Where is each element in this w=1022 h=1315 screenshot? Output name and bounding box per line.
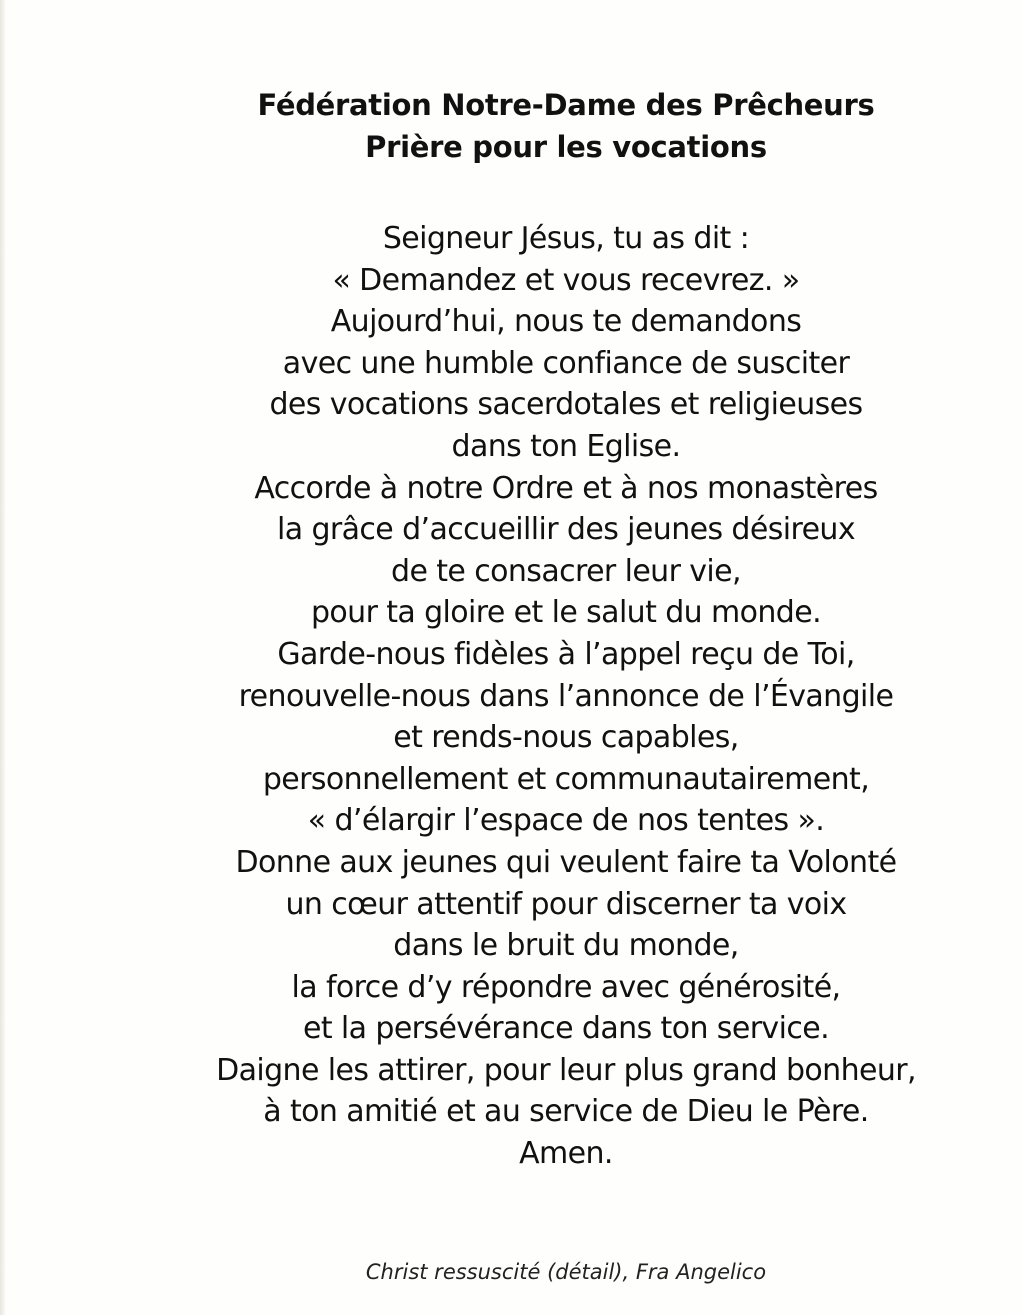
prayer-line: de te consacrer leur vie, [391,553,741,589]
prayer-line: « d’élargir l’espace de nos tentes ». [307,803,825,839]
prayer-line: Seigneur Jésus, tu as dit : [382,221,750,256]
prayer-line: dans ton Eglise. [451,428,681,464]
prayer-line: personnellement et communautairement, [262,761,870,797]
prayer-line: dans le bruit du monde, [393,928,739,964]
image-caption [0,1258,1022,1286]
prayer-line: des vocations sacerdotales et religieuses [269,387,863,423]
prayer-title: Prière pour les vocations [365,130,767,164]
prayer-line: « Demandez et vous recevrez. » [332,262,800,298]
prayer-line: la force d’y répondre avec générosité, [291,969,841,1005]
prayer-line: Daigne les attirer, pour leur plus grand bonheur, [216,1052,916,1088]
prayer-line: renouvelle-nous dans l’annonce de l’Évangile [238,678,894,714]
caption-text: Christ ressuscité (détail), Fra Angelico [365,1260,767,1284]
prayer-text [0,218,1022,1175]
federation-title: Fédération Notre-Dame des Prêcheurs [257,88,875,122]
prayer-line: Donne aux jeunes qui veulent faire ta Volonté [235,844,897,880]
prayer-line: Garde-nous fidèles à l’appel reçu de Toi, [277,636,855,672]
prayer-line: Aujourd’hui, nous te demandons [330,304,802,340]
card-header [0,84,1022,168]
prayer-line: un cœur attentif pour discerner ta voix [285,886,847,922]
prayer-line: et la persévérance dans ton service. [302,1011,830,1047]
prayer-line: pour ta gloire et le salut du monde. [310,595,822,631]
prayer-line: la grâce d’accueillir des jeunes désireux [276,512,855,548]
prayer-line: Accorde à notre Ordre et à nos monastères [254,470,878,506]
prayer-line: à ton amitié et au service de Dieu le Père. [263,1094,869,1130]
prayer-line: et rends-nous capables, [393,720,739,756]
prayer-line: avec une humble confiance de susciter [282,345,850,381]
prayer-line-amen: Amen. [519,1136,613,1172]
